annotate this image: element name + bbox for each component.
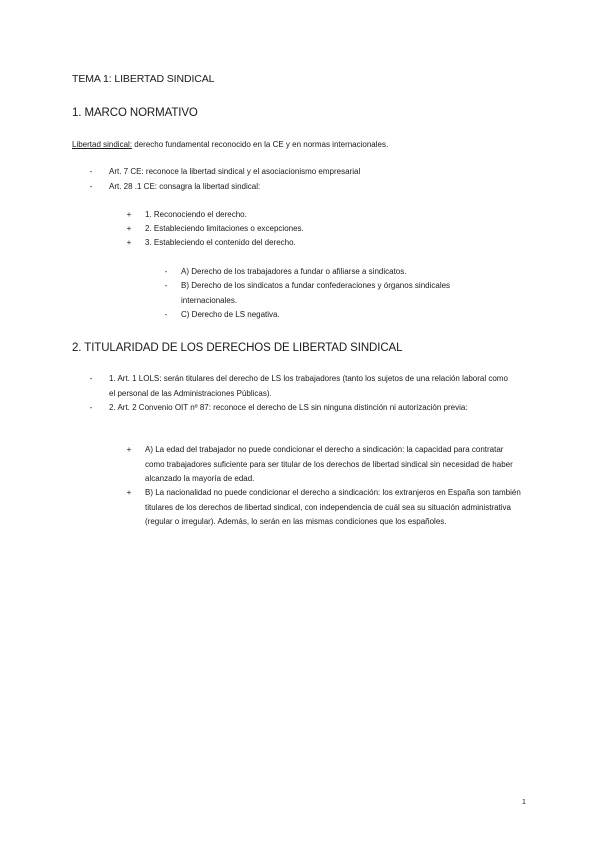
plus-bullet-marker: + xyxy=(126,488,132,497)
list-item: A) La edad del trabajador no puede condicionar el derecho a sindicación: la capacidad para contratar como trabajadores suficiente para ser titular de los derechos de libertad sindical sin necesidad de haber alcanzado la mayoría de edad. xyxy=(145,445,513,483)
list-item: C) Derecho de LS negativa. xyxy=(181,310,280,319)
definition-text: derecho fundamental reconocido en la CE y en normas internacionales. xyxy=(132,140,389,149)
document-title: TEMA 1: LIBERTAD SINDICAL xyxy=(72,73,215,85)
dash-bullet-marker: - xyxy=(89,403,93,412)
plus-bullet-marker: + xyxy=(126,210,132,219)
plus-bullet-marker: + xyxy=(126,224,132,233)
list-item: 3. Estableciendo el contenido del derecho. xyxy=(145,238,296,247)
list-item: B) La nacionalidad no puede condicionar el derecho a sindicación: los extranjeros en España son también titulares de los derechos de libertad sindical, con independencia de cuál sea su situación administrativa (regular o irregular). Además, lo serán en las mismas condiciones que los españoles. xyxy=(145,488,521,526)
dash-bullet-marker: - xyxy=(164,310,168,319)
dash-bullet-marker: - xyxy=(89,182,93,191)
page-number: 1 xyxy=(522,799,526,806)
plus-bullet-marker: + xyxy=(126,238,132,247)
list-item: 1. Reconociendo el derecho. xyxy=(145,210,247,219)
list-item: 1. Art. 1 LOLS: serán titulares del derecho de LS los trabajadores (tanto los sujetos de una relación laboral como el personal de las Administraciones Públicas). xyxy=(109,374,508,398)
section-2-heading: 2. TITULARIDAD DE LOS DERECHOS DE LIBERTAD SINDICAL xyxy=(72,342,403,354)
list-item: A) Derecho de los trabajadores a fundar o afiliarse a sindicatos. xyxy=(181,267,407,276)
list-item: Art. 28 .1 CE: consagra la libertad sindical: xyxy=(109,182,261,191)
section-1-heading: 1. MARCO NORMATIVO xyxy=(72,107,198,119)
dash-bullet-marker: - xyxy=(89,374,93,383)
dash-bullet-marker: - xyxy=(89,167,93,176)
dash-bullet-marker: - xyxy=(164,281,168,290)
list-item: 2. Estableciendo limitaciones o excepciones. xyxy=(145,224,304,233)
definition-term: Libertad sindical: xyxy=(72,140,133,149)
list-item: Art. 7 CE: reconoce la libertad sindical y el asociacionismo empresarial xyxy=(109,167,361,176)
plus-bullet-marker: + xyxy=(126,445,132,454)
dash-bullet-marker: - xyxy=(164,267,168,276)
list-item: B) Derecho de los sindicatos a fundar confederaciones y órganos sindicales internacionales. xyxy=(181,281,451,305)
list-item: 2. Art. 2 Convenio OIT nº 87: reconoce el derecho de LS sin ninguna distinción ni autorización previa: xyxy=(109,403,468,412)
definition-line xyxy=(72,138,388,153)
